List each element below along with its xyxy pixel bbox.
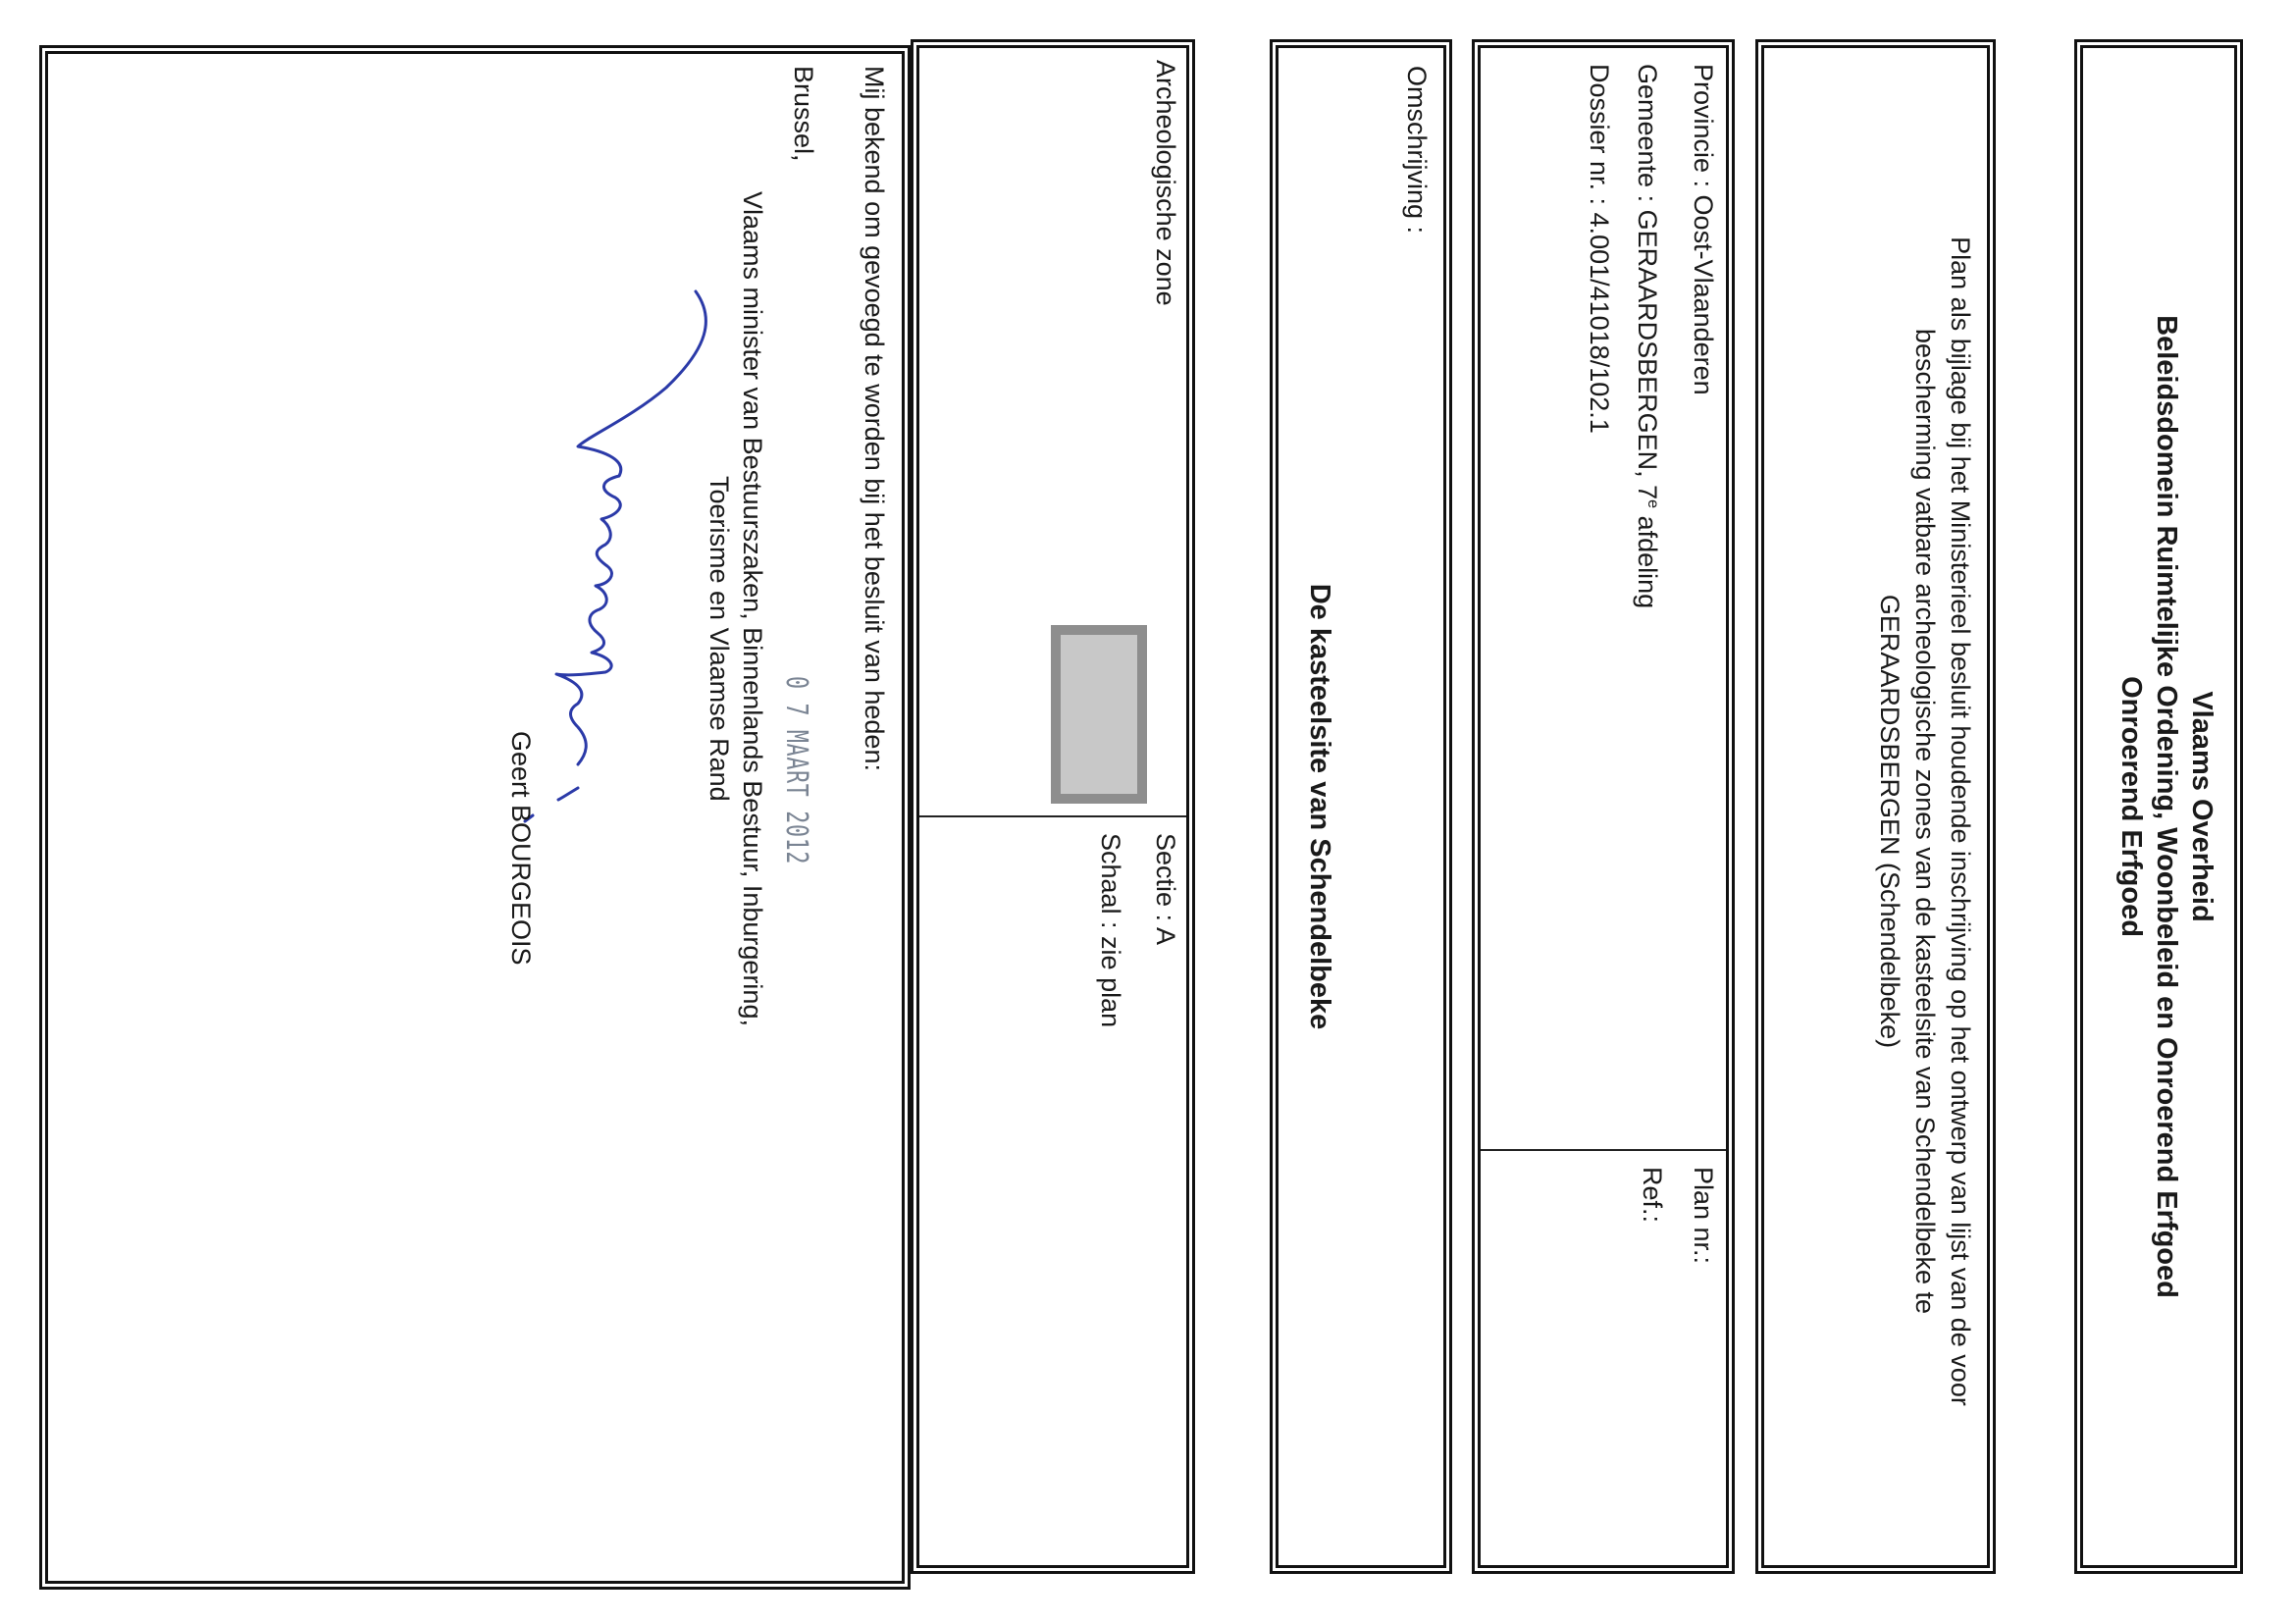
header-title: Vlaams Overheid — [2186, 691, 2218, 922]
header-box — [2074, 39, 2243, 1574]
ref-field: Ref.: — [1638, 1167, 1667, 1224]
plan-description-line-1: Plan als bijlage bij het Ministerieel besluit houdende inschrijving op het ontwerp van lijst van de voor — [1946, 236, 1975, 1406]
legend-divider — [919, 815, 1186, 817]
handwritten-signature-icon — [509, 280, 725, 829]
provincie-field: Provincie : Oost-Vlaanderen — [1689, 64, 1718, 395]
schaal-field: Schaal : zie plan — [1096, 833, 1125, 1028]
header-agency: Onroerend Erfgoed — [2115, 676, 2147, 937]
zone-label: Archeologische zone — [1151, 60, 1180, 306]
plan-description-box — [1755, 39, 1996, 1574]
date-stamp: 0 7 MAART 2012 — [779, 676, 813, 865]
signature-box — [39, 45, 911, 1590]
dossier-field: Dossier nr. : 4.001/41018/102.1 — [1585, 64, 1614, 434]
minister-title-line-1: Vlaams minister van Bestuurszaken, Binnenlands Bestuur, Inburgering, — [738, 191, 767, 1026]
signatory-name: Geert BOURGEOIS — [506, 731, 536, 966]
header-department: Beleidsdomein Ruimtelijke Ordening, Woonbeleid en Onroerend Erfgoed — [2151, 315, 2182, 1298]
location-divider — [1481, 1149, 1726, 1151]
legend-box — [911, 39, 1195, 1574]
location-box — [1472, 39, 1735, 1574]
minister-title-line-2: Toerisme en Vlaamse Rand — [704, 476, 734, 802]
omschrijving-value: De kasteelsite van Schendelbeke — [1304, 583, 1335, 1030]
sectie-field: Sectie : A — [1151, 833, 1180, 946]
signature-place: Brussel, — [789, 66, 818, 162]
omschrijving-box — [1270, 39, 1452, 1574]
archeologische-zone-swatch — [1051, 625, 1147, 804]
gemeente-field: Gemeente : GERAARDSBERGEN, 7e afdeling — [1633, 64, 1662, 609]
plan-description-line-2: bescherming vatbare archeologische zones van de kasteelsite van Schendelbeke te — [1910, 328, 1940, 1315]
omschrijving-label: Omschrijving : — [1402, 66, 1432, 235]
plan-description-line-3: GERAARDSBERGEN (Schendelbeke) — [1875, 594, 1905, 1049]
signature-intro: Mij bekend om gevoegd te worden bij het besluit van heden: — [860, 66, 889, 771]
plan-nr-field: Plan nr.: — [1689, 1167, 1718, 1265]
